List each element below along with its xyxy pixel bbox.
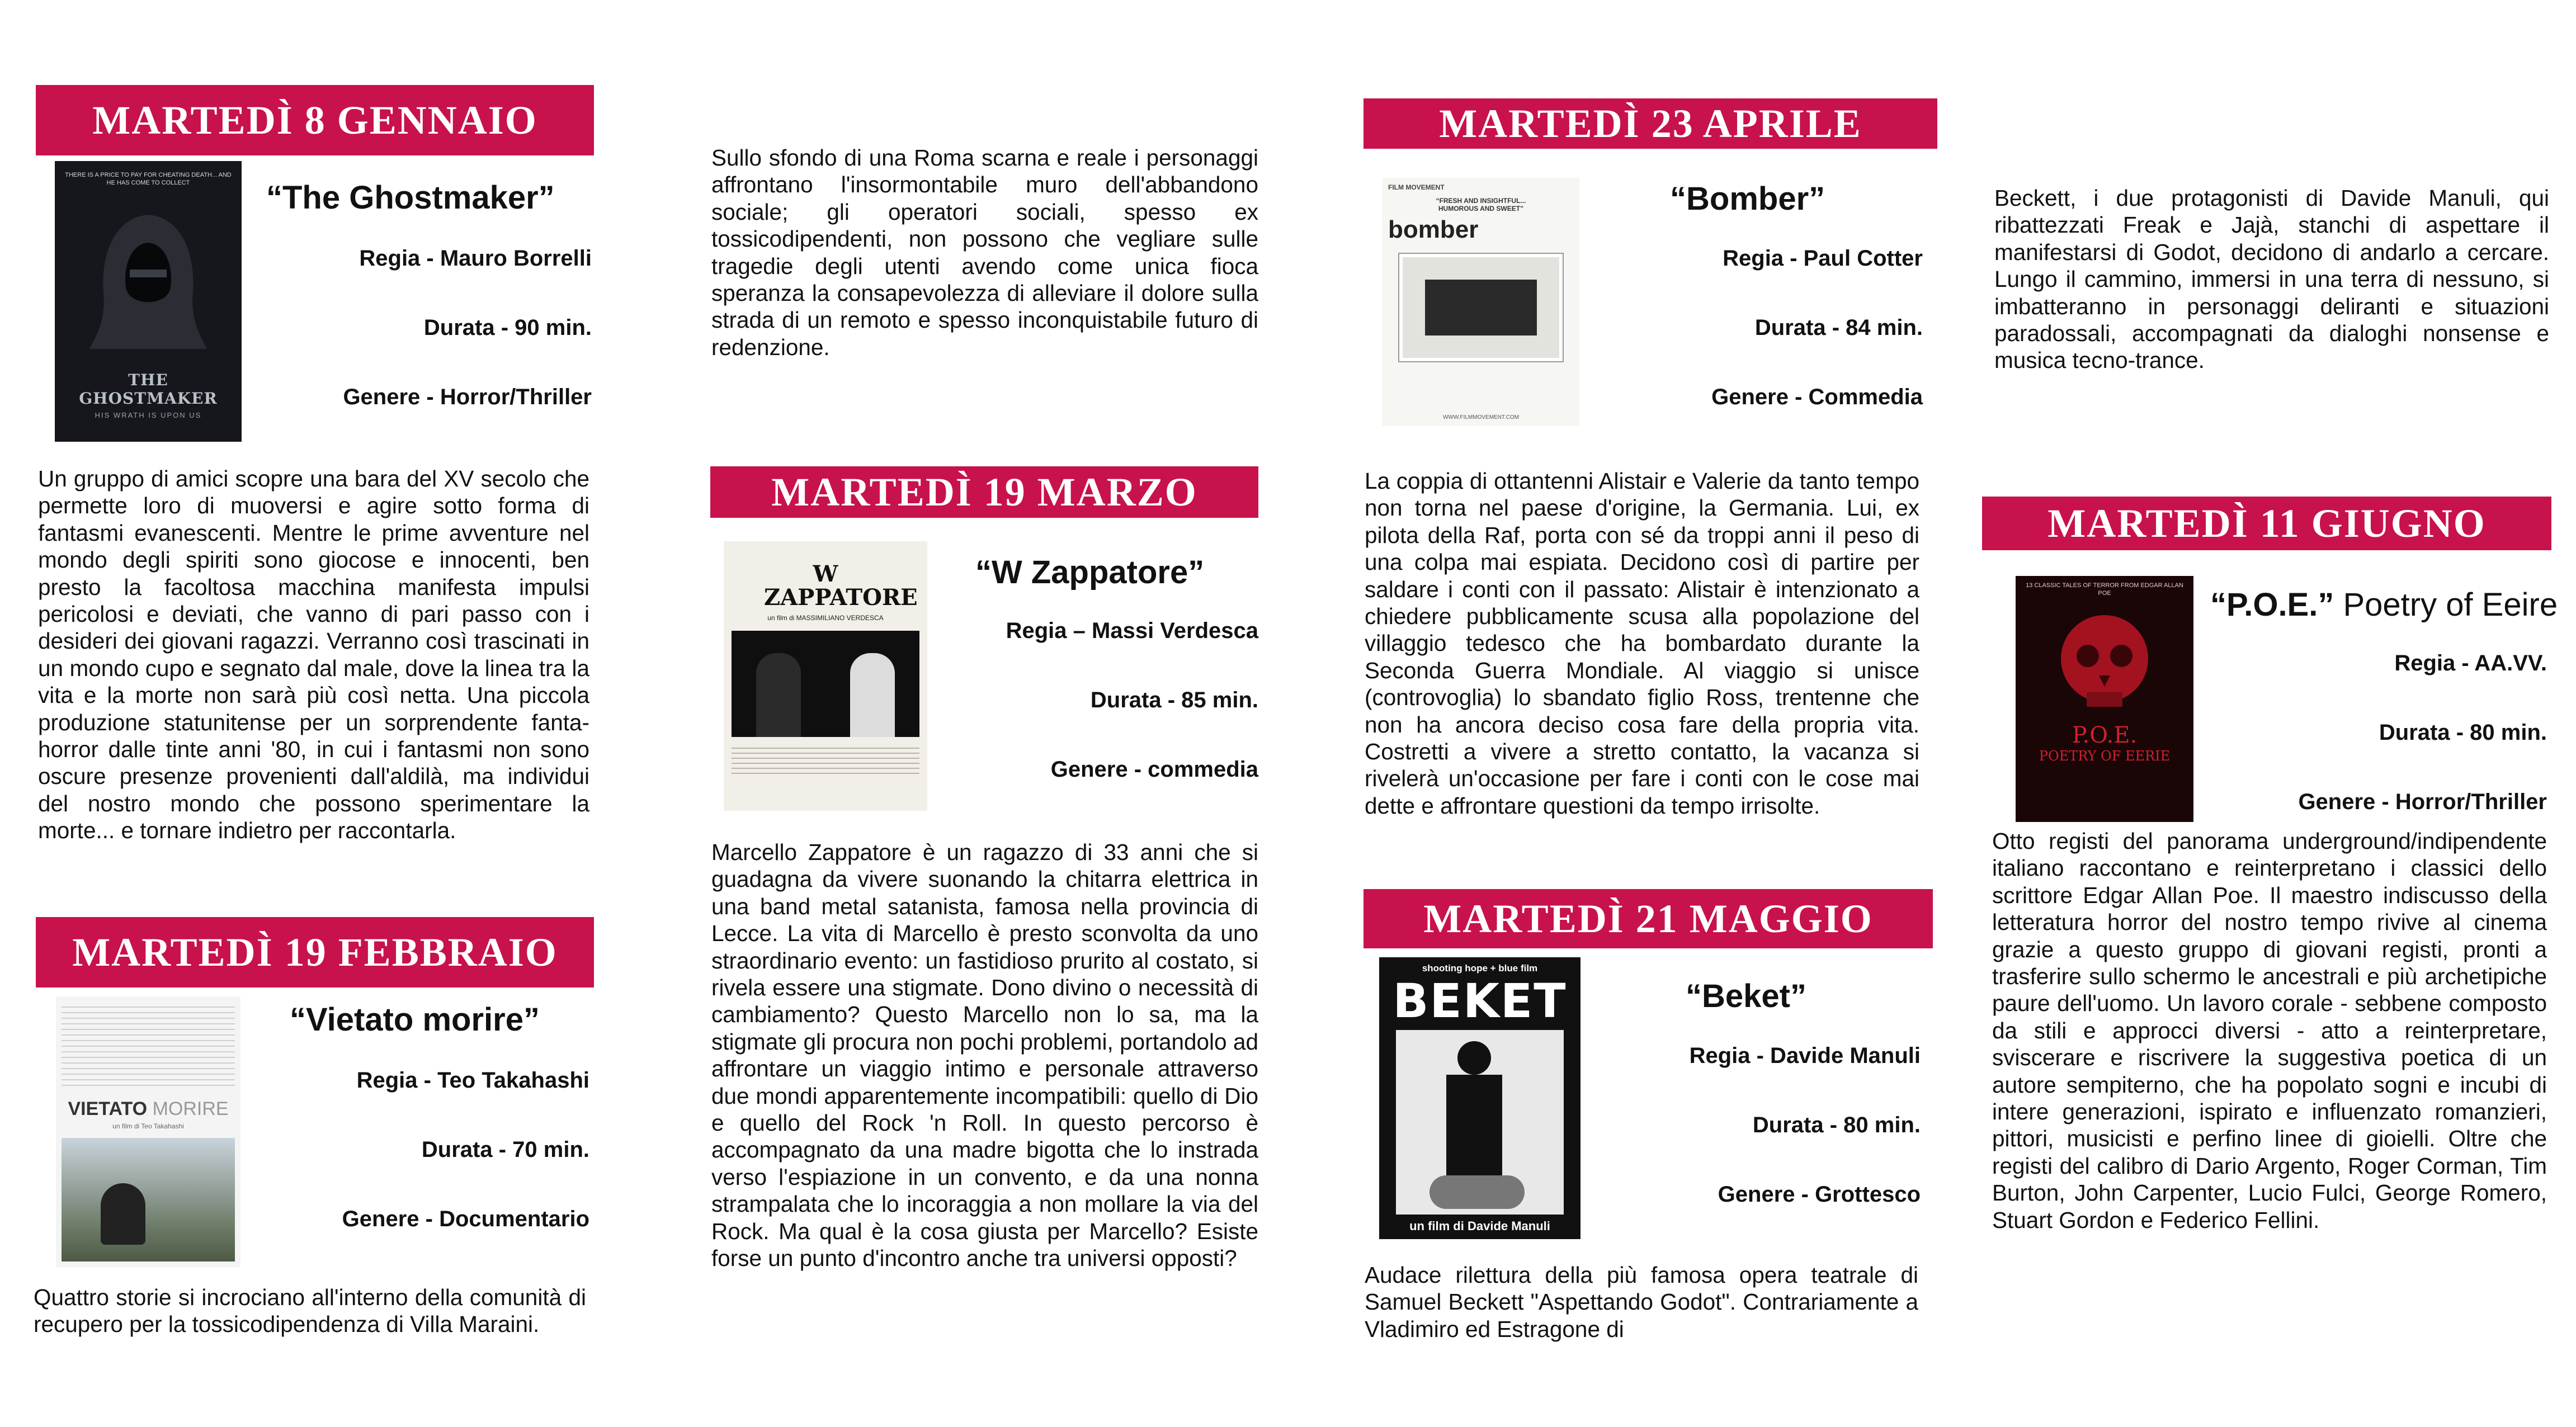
hooded-figure-icon [84,209,213,349]
regia-ghostmaker: Regia - Mauro Borrelli [359,246,592,271]
poster-ghostmaker [55,161,242,442]
poster-credit: un film di Teo Takahashi [112,1122,184,1130]
banner-marzo: MARTEDÌ 19 MARZO [710,466,1258,518]
poster-quote: “FRESH AND INSIGHTFUL... HUMOROUS AND SWEET” [1436,197,1526,212]
poster-credit: un film di Davide Manuli [1409,1219,1550,1233]
film-title-beket: “Beket” [1686,978,1806,1014]
durata-w-zappatore: Durata - 85 min. [1090,688,1258,712]
poster-poe [2016,576,2193,822]
genere-ghostmaker: Genere - Horror/Thriller [343,385,592,409]
genere-beket: Genere - Grottesco [1718,1182,1921,1207]
poster-subtitle: HIS WRATH IS UPON US [95,411,202,419]
skull-icon [2043,608,2166,720]
genere-bomber: Genere - Commedia [1711,385,1923,409]
banner-maggio: MARTEDÌ 21 MAGGIO [1364,889,1933,948]
banner-gennaio: MARTEDÌ 8 GENNAIO [36,85,594,155]
poster-subtitle: POETRY OF EERIE [2039,748,2171,764]
film-title-bomber: “Bomber” [1670,181,1825,217]
poster-title: bomber [1388,216,1479,243]
poster-top: shooting hope + blue film [1422,963,1538,974]
genere-vietato-morire: Genere - Documentario [342,1207,589,1231]
regia-bomber: Regia - Paul Cotter [1723,246,1923,271]
description-poe: Otto registi del panorama underground/indipendente italiano raccontano e reinterpretano i classici dello scrittore Edgar Allan Poe. Il maestro indiscusso della letteratura horror del nostro tempo rivive al cinema grazie a questo gruppo di giovani registi, pronti a trasferire sullo schermo le ancestrali e più archetipiche paure dell'uomo. Un lavoro corale - sebbene composto da stili e approcci diversi - atto a reinterpretare, sviscerare e riscrivere la suggestiva poetica di un autore sempiterno, che ha popolato sogni e incubi di intere generazioni, ispirato e influenzato romanzieri, pittori, musicisti e perfino linee di gioielli. Oltre che registi del calibro di Dario Argento, Roger Corman, Tim Burton, John Carpenter, Lucio Fulci, George Romero, Stuart Gordon e Federico Fellini. [1992,828,2547,1233]
film-title-w-zappatore: “W Zappatore” [975,554,1205,590]
poster-w-zappatore [724,541,927,811]
continuation-beket: Beckett, i due protagonisti di Davide Manuli, qui ribattezzati Freak e Jajà, stanchi di aspettare il manifestarsi di Godot, decidono di andarlo a cercare. Lungo il cammino, immersi in una terra di nessuno, si imbatteranno in personaggi deliranti e situazioni paradossali, accompagnati da dialoghi nonsense e musica tecno-trance. [1994,185,2549,374]
poster-title: VIETATO MORIRE [68,1098,229,1119]
poster-title: W ZAPPATORE [764,561,918,611]
banner-giugno: MARTEDÌ 11 GIUGNO [1982,497,2551,550]
description-bomber: La coppia di ottantenni Alistair e Valerie da tanto tempo non torna nel paese d'origine, la Germania. Lui, ex pilota della Raf, porta con sé da troppi anni il peso di una colpa mai espiata. Decidono così di partire per saldare i conti con il passato: Alistair è intenzionato a chiedere pubblicamente scusa alla popolazione del villaggio tedesco che ha bombardato durante la Seconda Guerra Mondiale. Al viaggio si unisce (controvoglia) lo sbandato figlio Ross, trentenne che non ha ancora deciso cosa fare della propria vita. Costretti a vivere a stretto contatto, la vacanza si rivelerà un'occasione per fare i conti con le cose mai dette e affrontare questioni da tempo irrisolte. [1365,468,1919,819]
genere-poe: Genere - Horror/Thriller [2298,790,2547,814]
description-w-zappatore: Marcello Zappatore è un ragazzo di 33 anni che si guadagna da vivere suonando la chitarra elettrica in una band metal satanista, famosa nella provincia di Lecce. La vita di Marcello è presto sconvolta da uno straordinario evento: un fastidioso prurito al costato, si rivela essere una stigmate. Dono divino o necessità di cambiamento? Questo Marcello non lo sa, ma la stigmate gli procura non pochi problemi, portandolo ad affrontare un viaggio intimo e personale attraverso due mondi apparentemente incompatibili: quello di Dio e quello del Rock 'n Roll. In questo percorso è accompagnato da una madre bigotta che lo instrada verso l'espiazione in un convento, e da una nonna strampalata che lo incoraggia a non mollare la via del Rock. Ma qual è la cosa giusta per Marcello? Esiste forse un punto d'incontro anche tra universi opposti? [711,839,1258,1272]
poster-vietato-morire [56,996,240,1267]
poster-beket [1379,957,1580,1239]
durata-ghostmaker: Durata - 90 min. [423,315,592,340]
poster-studio: FILM MOVEMENT [1388,183,1445,191]
description-ghostmaker: Un gruppo di amici scopre una bara del XV secolo che permette loro di muoversi e agire sotto forma di fantasmi evanescenti. Mentre le prime avventure nel mondo degli spiriti sono giocose e innocenti, ben presto la facoltosa macchina manifesta impulsi pericolosi e deviati, che vanno di pari passo con i desideri dei giovani ragazzi. Verranno così trascinati in un mondo cupo e segnato dal male, dove la linea tra la vita e la morte non sarà più così netta. Una piccola produzione statunitense per un sorprendente fanta-horror dalle tinte anni '80, in cui i fantasmi non sono oscure presenze provenienti dall'aldilà, ma individui del nostro mondo che possono sperimentare la morte... e tornare indietro per raccontarla. [38,466,589,844]
poster-tagline: THERE IS A PRICE TO PAY FOR CHEATING DEATH... AND HE HAS COME TO COLLECT [65,172,232,186]
poster-title: P.O.E. [2072,722,2138,748]
poster-tagline: 13 CLASSIC TALES OF TERROR FROM EDGAR ALLAN POE [2026,582,2183,597]
durata-poe: Durata - 80 min. [2379,720,2547,745]
poster-bomber [1383,178,1579,426]
film-title-ghostmaker: “The Ghostmaker” [266,179,555,216]
regia-vietato-morire: Regia - Teo Takahashi [356,1068,589,1093]
continuation-vietato-morire: Sullo sfondo di una Roma scarna e reale i personaggi affrontano l'insormontabile muro dell'abbandono sociale; gli operatori sociali, spesso ex tossicodipendenti, non possono che vegliare sulle tragedie degli utenti avendo come unica fioca speranza la consapevolezza di alleviare il dolore sulla strada di un remoto e spesso inconquistabile futuro di redenzione. [711,145,1258,360]
description-beket: Audace rilettura della più famosa opera teatrale di Samuel Beckett "Aspettando Godot". Contrariamente a Vladimiro ed Estragone di [1365,1262,1918,1342]
regia-beket: Regia - Davide Manuli [1689,1043,1921,1068]
durata-bomber: Durata - 84 min. [1754,315,1923,340]
genere-w-zappatore: Genere - commedia [1050,757,1258,782]
durata-beket: Durata - 80 min. [1752,1113,1921,1137]
poster-credit: un film di MASSIMILIANO VERDESCA [767,614,884,622]
regia-poe: Regia - AA.VV. [2394,651,2547,675]
durata-vietato-morire: Durata - 70 min. [421,1137,589,1162]
poster-footer: WWW.FILMMOVEMENT.COM [1442,414,1520,420]
poster-title: BEKET [1393,974,1567,1028]
banner-aprile: MARTEDÌ 23 APRILE [1364,98,1937,149]
film-title-vietato-morire: “Vietato morire” [290,1001,540,1038]
description-vietato-morire: Quattro storie si incrociano all'interno della comunità di recupero per la tossicodipendenza di Villa Maraini. [34,1284,586,1338]
regia-w-zappatore: Regia – Massi Verdesca [1006,618,1258,643]
poster-title: THE GHOSTMAKER [79,371,218,408]
film-title-poe: “P.O.E.” Poetry of Eeire [2210,587,2558,623]
banner-febbraio: MARTEDÌ 19 FEBBRAIO [36,917,594,987]
